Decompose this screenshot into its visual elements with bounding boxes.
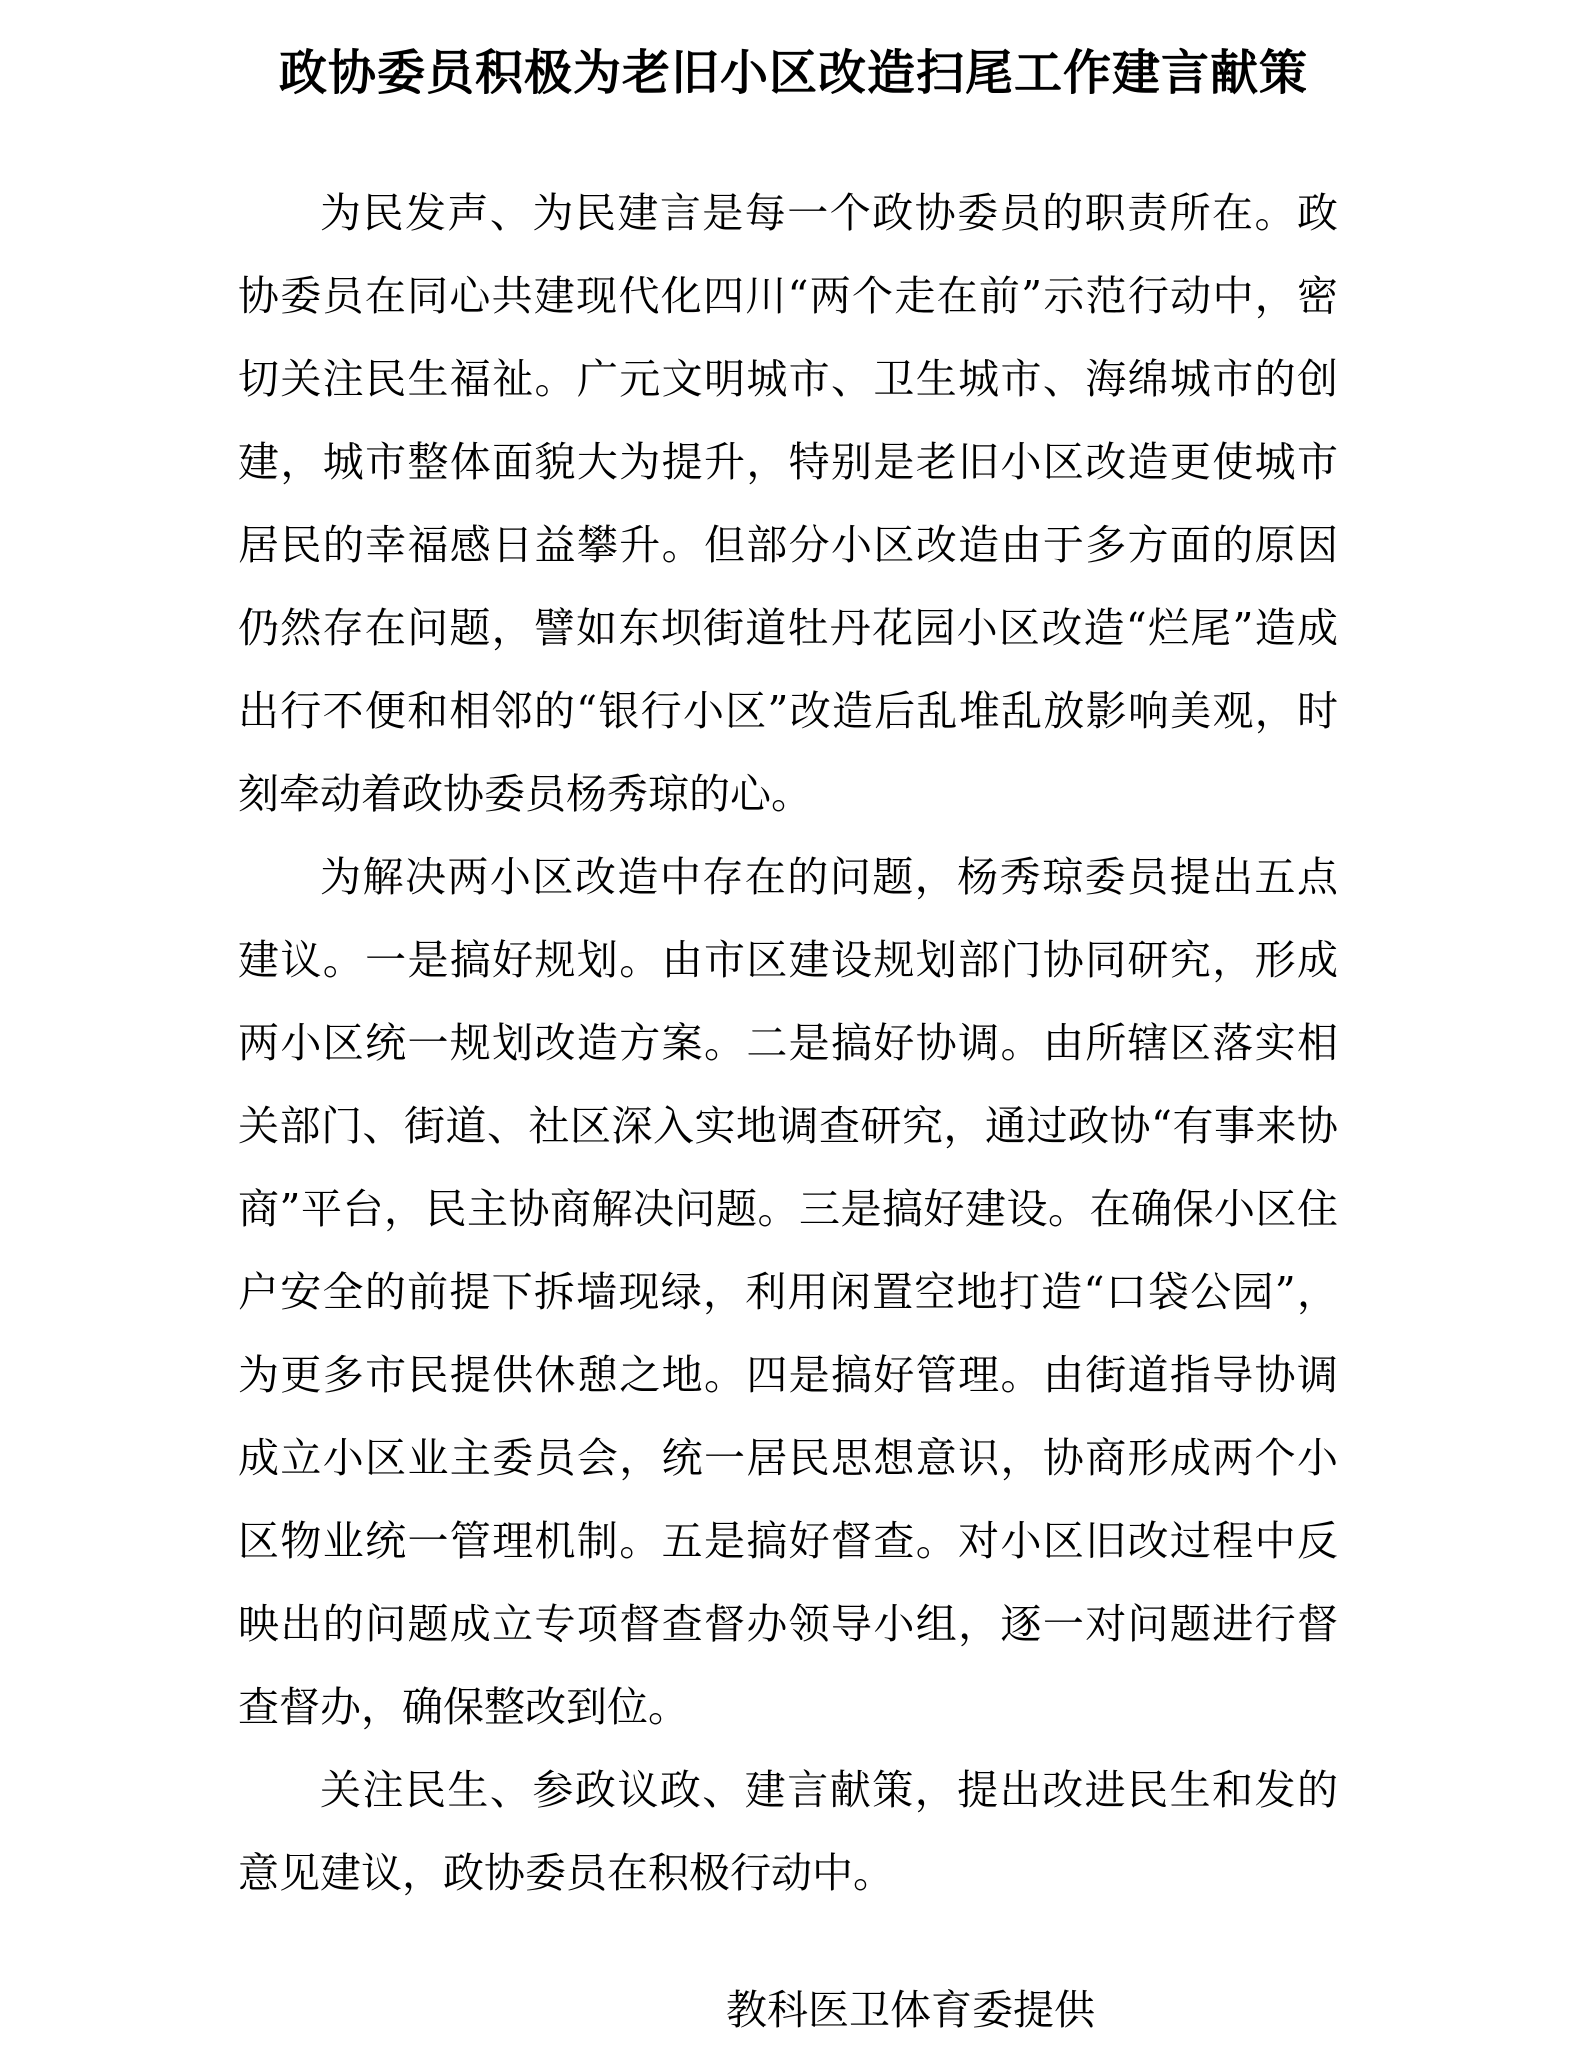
document-title: 政协委员积极为老旧小区改造扫尾工作建言献策 (278, 45, 1308, 102)
paragraph-3: 关注民生、参政议政、建言献策，提出改进民生和发的意见建议，政协委员在积极行动中。 (238, 1766, 1338, 1897)
paragraph-1: 为民发声、为民建言是每一个政协委员的职责所在。政协委员在同心共建现代化四川“两个走在前”示范行动中，密切关注民生福祉。广元文明城市、卫生城市、海绵城市的创建，城市整体面貌大为提升，特别是老旧小区改造更使城市居民的幸福感日益攀升。但部分小区改造由于多方面的原因仍然存在问题，譬如东坝街道牡丹花园小区改造“烂尾”造成出行不便和相邻的“银行小区”改造后乱堆乱放影响美观，时刻牵动着政协委员杨秀琼的心。 (238, 189, 1338, 818)
paragraph-2: 为解决两小区改造中存在的问题，杨秀琼委员提出五点建议。一是搞好规划。由市区建设规划部门协同研究，形成两小区统一规划改造方案。二是搞好协调。由所辖区落实相关部门、街道、社区深入实地调查研究，通过政协“有事来协商”平台，民主协商解决问题。三是搞好建设。在确保小区住户安全的前提下拆墙现绿，利用闲置空地打造“口袋公园”，为更多市民提供休憩之地。四是搞好管理。由街道指导协调成立小区业主委员会，统一居民思想意识，协商形成两个小区物业统一管理机制。五是搞好督查。对小区旧改过程中反映出的问题成立专项督查督办领导小组，逐一对问题进行督查督办，确保整改到位。 (238, 853, 1338, 1731)
document-signature: 教科医卫体育委提供 (726, 1986, 1095, 2034)
document-body (238, 172, 1338, 1915)
